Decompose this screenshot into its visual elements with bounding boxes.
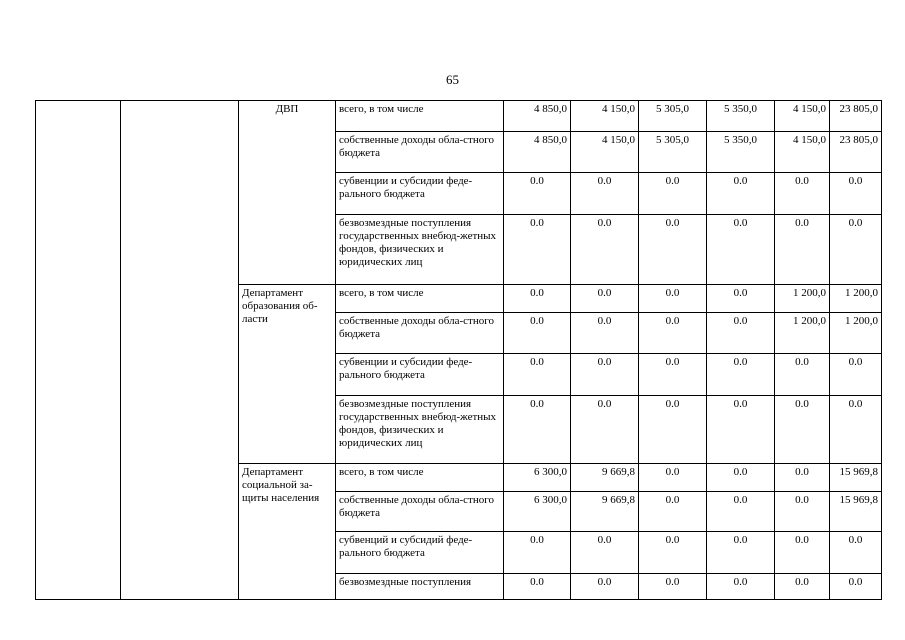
value-cell: 0.0 (571, 574, 639, 600)
value-cell: 0.0 (639, 215, 707, 285)
value-cell: 0.0 (639, 173, 707, 215)
source-cell: субвенции и субсидии феде-рального бюджета (336, 173, 504, 215)
value-cell: 5 305,0 (639, 101, 707, 132)
value-cell: 0.0 (707, 574, 775, 600)
source-cell: всего, в том числе (336, 101, 504, 132)
value-cell: 0.0 (571, 532, 639, 574)
value-cell: 9 669,8 (571, 464, 639, 492)
source-cell: всего, в том числе (336, 464, 504, 492)
source-cell: собственные доходы обла-стного бюджета (336, 132, 504, 173)
value-cell: 1 200,0 (775, 285, 830, 313)
value-cell: 0.0 (775, 464, 830, 492)
value-cell: 5 350,0 (707, 101, 775, 132)
value-cell: 1 200,0 (775, 313, 830, 354)
value-cell: 5 350,0 (707, 132, 775, 173)
value-cell: 0.0 (775, 492, 830, 532)
value-cell: 0.0 (504, 354, 571, 396)
value-cell: 0.0 (571, 285, 639, 313)
value-cell: 1 200,0 (830, 313, 882, 354)
source-cell: собственные доходы обла-стного бюджета (336, 492, 504, 532)
org-cell: Департамент образования об-ласти (239, 285, 336, 464)
value-cell: 1 200,0 (830, 285, 882, 313)
value-cell: 0.0 (504, 396, 571, 464)
value-cell: 9 669,8 (571, 492, 639, 532)
value-cell: 0.0 (571, 396, 639, 464)
value-cell: 0.0 (571, 354, 639, 396)
source-cell: собственные доходы обла-стного бюджета (336, 313, 504, 354)
page-number: 65 (446, 72, 459, 87)
blank-column-1 (36, 101, 121, 600)
value-cell: 4 150,0 (571, 101, 639, 132)
value-cell: 4 850,0 (504, 101, 571, 132)
value-cell: 0.0 (830, 574, 882, 600)
value-cell: 0.0 (775, 173, 830, 215)
value-cell: 0.0 (775, 574, 830, 600)
blank-column-2 (121, 101, 239, 600)
value-cell: 0.0 (504, 574, 571, 600)
value-cell: 15 969,8 (830, 464, 882, 492)
value-cell: 0.0 (707, 492, 775, 532)
value-cell: 0.0 (707, 532, 775, 574)
source-cell: субвенции и субсидии феде-рального бюджета (336, 354, 504, 396)
value-cell: 0.0 (571, 313, 639, 354)
value-cell: 6 300,0 (504, 464, 571, 492)
value-cell: 0.0 (504, 285, 571, 313)
value-cell: 0.0 (639, 285, 707, 313)
value-cell: 0.0 (639, 574, 707, 600)
value-cell: 0.0 (707, 285, 775, 313)
value-cell: 4 150,0 (775, 132, 830, 173)
value-cell: 23 805,0 (830, 101, 882, 132)
value-cell: 0.0 (707, 215, 775, 285)
value-cell: 0.0 (571, 215, 639, 285)
value-cell: 0.0 (775, 354, 830, 396)
value-cell: 0.0 (775, 532, 830, 574)
value-cell: 0.0 (830, 532, 882, 574)
value-cell: 4 150,0 (571, 132, 639, 173)
value-cell: 5 305,0 (639, 132, 707, 173)
table-row (36, 101, 882, 132)
value-cell: 23 805,0 (830, 132, 882, 173)
value-cell: 0.0 (639, 532, 707, 574)
value-cell: 15 969,8 (830, 492, 882, 532)
value-cell: 4 850,0 (504, 132, 571, 173)
value-cell: 0.0 (639, 313, 707, 354)
value-cell: 0.0 (504, 313, 571, 354)
value-cell: 0.0 (639, 464, 707, 492)
source-cell: субвенций и субсидий феде-рального бюджета (336, 532, 504, 574)
value-cell: 0.0 (639, 396, 707, 464)
source-cell: безвозмездные поступления государственных внебюд-жетных фондов, физических и юридических лиц (336, 215, 504, 285)
source-cell: безвозмездные поступления (336, 574, 504, 600)
org-cell: Департамент социальной за-щиты населения (239, 464, 336, 600)
value-cell: 0.0 (830, 215, 882, 285)
value-cell: 4 150,0 (775, 101, 830, 132)
value-cell: 0.0 (504, 532, 571, 574)
value-cell: 0.0 (707, 313, 775, 354)
value-cell: 6 300,0 (504, 492, 571, 532)
budget-table (35, 100, 882, 600)
value-cell: 0.0 (571, 173, 639, 215)
value-cell: 0.0 (830, 354, 882, 396)
value-cell: 0.0 (830, 396, 882, 464)
source-cell: безвозмездные поступления государственных внебюд-жетных фондов, физических и юридических лиц (336, 396, 504, 464)
value-cell: 0.0 (707, 464, 775, 492)
source-cell: всего, в том числе (336, 285, 504, 313)
value-cell: 0.0 (830, 173, 882, 215)
value-cell: 0.0 (639, 492, 707, 532)
value-cell: 0.0 (504, 173, 571, 215)
value-cell: 0.0 (707, 354, 775, 396)
value-cell: 0.0 (707, 396, 775, 464)
org-cell: ДВП (239, 101, 336, 285)
value-cell: 0.0 (775, 396, 830, 464)
value-cell: 0.0 (504, 215, 571, 285)
value-cell: 0.0 (639, 354, 707, 396)
value-cell: 0.0 (775, 215, 830, 285)
value-cell: 0.0 (707, 173, 775, 215)
